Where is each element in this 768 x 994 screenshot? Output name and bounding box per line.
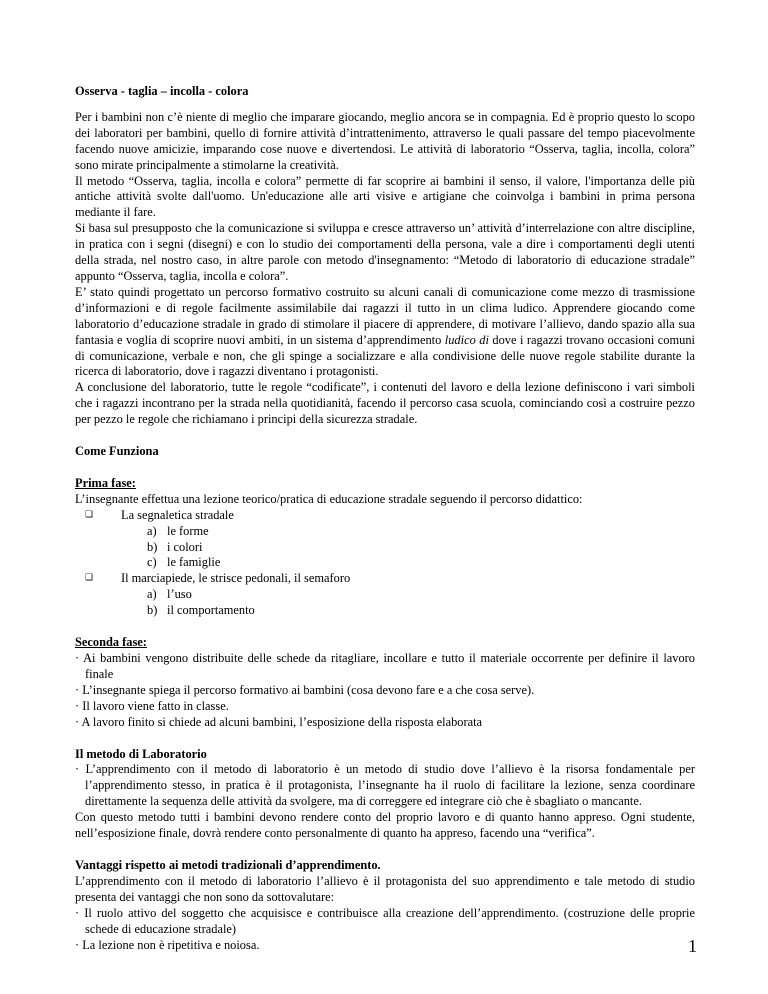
page-number: 1	[688, 936, 697, 956]
vantaggi-heading: Vantaggi rispetto ai metodi tradizionali d’apprendimento.	[75, 857, 381, 872]
checkbox-bullet-icon: ❏	[85, 509, 94, 520]
checkbox-bullet-icon: ❏	[85, 573, 94, 584]
metodo-text: Con questo metodo tutti i bambini devono rendere conto del proprio lavoro e di quanto hanno appreso. Ogni studente, nell’esposizione finale, dovrà rendere conto personalmente di quanto ha appreso, facendo una “verifica”.	[75, 810, 695, 841]
vantaggi-item: · Il ruolo attivo del soggetto che acquisisce e contribuisce alla creazione dell’apprendimento. (costruzione delle proprie schede di educazione stradale)	[75, 905, 695, 936]
prima-fase-heading: Prima fase:	[75, 475, 136, 490]
sublist	[75, 587, 695, 619]
sublist-item: b) i colori	[147, 539, 203, 554]
seconda-fase-heading: Seconda fase:	[75, 635, 147, 650]
sublist	[75, 524, 695, 572]
sublist-item: b) il comportamento	[147, 603, 255, 618]
vantaggi-text: L’apprendimento con il metodo di laboratorio l’allievo è il protagonista del suo apprendimento e tale metodo di studio presenta dei vantaggi che non sono da sottovalutare:	[75, 873, 695, 904]
seconda-fase-item: · Il lavoro viene fatto in classe.	[75, 698, 229, 713]
sublist-item: a) l’uso	[147, 587, 192, 602]
seconda-fase-item: · Ai bambini vengono distribuite delle schede da ritagliare, incollare e tutto il materiale occorrente per definire il lavoro finale	[75, 651, 695, 681]
metodo-heading: Il metodo di Laboratorio	[75, 746, 207, 761]
prima-fase-text: L’insegnante effettua una lezione teorico/pratica di educazione stradale seguendo il percorso didattico:	[75, 491, 583, 506]
document-page	[75, 84, 695, 953]
intro-paragraph-4-cont: dove i ragazzi trovano occasioni comuni di comunicazione, verbale e non, che gli spinge a socializzare e alla condivisione delle nuove regole stabilite durante la ricerca di laboratorio, dove i ragazzi diventano i protagonisti.	[75, 332, 695, 379]
list-item-label: La segnaletica stradale	[121, 507, 234, 522]
list-item-label: Il marciapiede, le strisce pedonali, il semaforo	[121, 571, 351, 586]
list-item	[75, 571, 695, 587]
sublist-item: c) le famiglie	[147, 555, 221, 570]
seconda-fase-item: · A lavoro finito si chiede ad alcuni bambini, l’esposizione della risposta elaborata	[75, 714, 483, 729]
intro-paragraph-2: Il metodo “Osserva, taglia, incolla e colora” permette di far scoprire ai bambini il senso, il valore, l'importanza delle più antiche attività svolte dall'uomo. Un'educazione alle arti visive e artigiane che coinvolga i bambini in prima persona mediante il fare.	[75, 173, 695, 220]
intro-paragraph-1: Per i bambini non c’è niente di meglio che imparare giocando, meglio ancora se in compagnia. Ed è proprio questo lo scopo dei laboratori per bambini, quello di fornire attività d’intrattenimento, attraverso le quali passare del tempo piacevolmente facendo nuove amicizie, imparando cose nuove e divertendosi. Le attività di laboratorio “Osserva, taglia, incolla, colora” sono mirate principalmente a stimolarne la creatività.	[75, 109, 695, 172]
section-heading-come-funziona: Come Funziona	[75, 444, 159, 459]
vantaggi-item: · La lezione non è ripetitiva e noiosa.	[75, 937, 260, 952]
intro-paragraph-5: A conclusione del laboratorio, tutte le regole “codificate”, i contenuti del lavoro e della lezione definiscono i vari simboli che i ragazzi incontrano per la strada nella quotidianità, facendo il percorso casa scuola, cominciando così a costruire pezzo per pezzo le regole che richiamano i principi della sicurezza stradale.	[75, 380, 695, 427]
intro-paragraph-4-text: E’ stato quindi progettato un percorso formativo costruito su alcuni canali di comunicazione come mezzo di trasmissione d’informazioni e di regole facilmente assimilabile dai ragazzi il tutto in un clima ludico. Apprendere giocando come laboratorio d’educazione stradale in grado di stimolare il piacere di apprendere, di motivare l’allievo, dando spazio alla sua fantasia e voglia di scoprire nuovi ambiti, in un sistema d’apprendimento	[75, 284, 695, 347]
sublist-item: a) le forme	[147, 523, 209, 538]
list-item	[75, 508, 695, 524]
document-title: Osserva - taglia – incolla - colora	[75, 84, 249, 98]
intro-paragraph-4	[75, 285, 695, 380]
intro-italic-ludico: ludico di	[444, 332, 489, 347]
metodo-item: · L’apprendimento con il metodo di laboratorio è un metodo di studio dove l’allievo è la risorsa fondamentale per l’apprendimento stesso, in pratica è il protagonista, l’insegnante ha il ruolo di facilitare la lezione, senza coordinare direttamente la sequenza delle attività da svolgere, ma di correggere ed integrare ciò che è sbagliato o mancante.	[75, 762, 695, 809]
intro-paragraph-3: Si basa sul presupposto che la comunicazione si sviluppa e cresce attraverso un’ attività d’interrelazione con altre discipline, in pratica con i segni (disegni) e con lo studio dei comportamenti della persona, vale a dire i comportamenti degli utenti della strada, nel nostro caso, in altre parole con metodo d'insegnamento: “Metodo di laboratorio di educazione stradale” appunto “Osserva, taglia, incolla e colora”.	[75, 221, 695, 283]
seconda-fase-item: · L’insegnante spiega il percorso formativo ai bambini (cosa devono fare e a che cosa serve).	[75, 682, 535, 697]
